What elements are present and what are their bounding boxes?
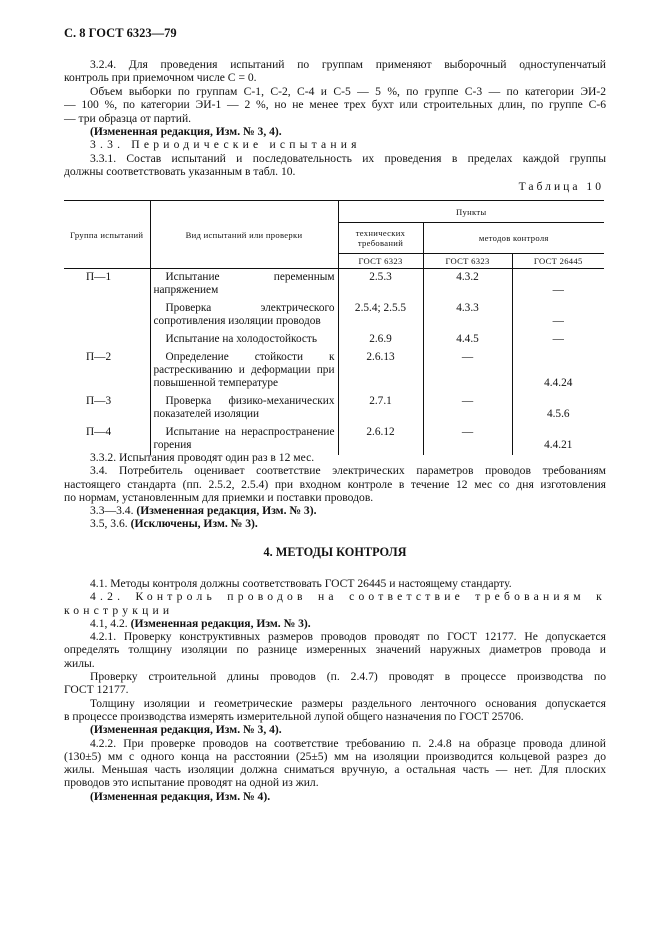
cell-text: Испытание на нераспространение горения xyxy=(153,426,335,451)
line: 3.2.4. Для проведения испытаний по группам применяют выборочный одноступенчатый xyxy=(90,58,606,71)
header-gost: ГОСТ 6323 xyxy=(338,254,423,269)
cell-text: Испытание переменным напряжением xyxy=(153,271,335,296)
gost-6323-cell: — xyxy=(423,349,512,393)
cell-text: Определение стойкости к растрескиванию и деформации при повышенной температуре xyxy=(153,351,335,389)
group-cell: П—1 xyxy=(64,269,150,301)
header-gost: ГОСТ 6323 xyxy=(423,254,512,269)
tech-req-cell: 2.6.12 xyxy=(338,424,423,455)
cell-text: Проверка физико-механических показателей изоляции xyxy=(153,395,335,420)
test-type-cell xyxy=(150,349,338,393)
note-bold: (Измененная редакция, Изм. № 3). xyxy=(136,504,317,518)
gost-6323-cell: — xyxy=(423,424,512,455)
gost-6323-cell: 4.4.5 xyxy=(423,331,512,349)
group-cell xyxy=(64,331,150,349)
paragraph-sample-volume xyxy=(64,85,606,125)
table-row xyxy=(64,393,604,424)
line: жилы. xyxy=(64,656,95,670)
edition-note: (Измененная редакция, Изм. № 4). xyxy=(90,789,271,803)
line: должны соответствовать указанным в табл. 10. xyxy=(64,164,296,178)
line: ГОСТ 12177. xyxy=(64,683,129,697)
cell-text: Проверка электрического сопротивления изоляции проводов xyxy=(153,302,335,327)
tech-req-cell: 2.5.4; 2.5.5 xyxy=(338,300,423,331)
section-3-3-title: 3.3. Периодические испытания xyxy=(90,138,361,152)
header-gost: ГОСТ 26445 xyxy=(512,254,604,269)
line: конструкции xyxy=(64,603,174,617)
tech-req-cell: 2.6.13 xyxy=(338,349,423,393)
line: по нормам, установленным для приемки и поставки проводов. xyxy=(64,490,374,504)
gost-6323-cell: 4.3.3 xyxy=(423,300,512,331)
table-row xyxy=(64,349,604,393)
header-tech: технических требований xyxy=(338,223,423,254)
edition-note: (Измененная редакция, Изм. № 3, 4). xyxy=(90,125,282,138)
gost-26445-cell: — xyxy=(552,333,564,345)
clause-number: 3.3—3.4. xyxy=(90,504,134,518)
note-bold: (Измененная редакция, Изм. № 3). xyxy=(130,616,311,630)
line: проводов это испытание проводят на одной из жил. xyxy=(64,776,319,790)
paragraph-4-1: 4.1. Методы контроля должны соответствовать ГОСТ 26445 и настоящему стандарту. xyxy=(90,577,512,590)
line: определять толщину изоляции по разнице измеренных значений наружных диаметров провода и xyxy=(64,643,606,657)
header-type: Вид испытаний или проверки xyxy=(150,201,338,269)
gost-26445-cell: 4.4.21 xyxy=(544,439,573,451)
line: Проверку строительной длины проводов (п. 2.4.7) проводят в процессе производства по xyxy=(90,670,606,684)
group-cell: П—3 xyxy=(64,393,150,424)
edition-note xyxy=(64,617,606,630)
tech-req-cell: 2.7.1 xyxy=(338,393,423,424)
header-group: Группа испытаний xyxy=(64,201,150,269)
header-methods: методов контроля xyxy=(423,223,604,254)
gost-26445-cell: 4.4.24 xyxy=(544,377,573,389)
paragraph-3-2-4 xyxy=(64,58,606,85)
tech-req-cell: 2.5.3 xyxy=(338,269,423,301)
line: 4.2.1. Проверку конструктивных размеров проводов проводят по ГОСТ 12177. Не допускается xyxy=(90,630,606,644)
gost-6323-cell: 4.3.2 xyxy=(423,269,512,301)
table-10 xyxy=(64,200,604,455)
tech-req-cell: 2.6.9 xyxy=(338,331,423,349)
clause-number: 3.5, 3.6. xyxy=(90,517,128,531)
gost-26445-cell: — xyxy=(552,284,564,296)
page-header: С. 8 ГОСТ 6323—79 xyxy=(64,26,177,40)
table-row xyxy=(64,300,604,331)
line: — 100 %, по категории ЭИ-1 — 2 %, но не менее трех бухт или строительных длин, по группе С-6 xyxy=(64,98,606,112)
table-caption: Таблица 10 xyxy=(518,180,604,193)
line: контроль при приемочном числе С = 0. xyxy=(64,71,257,85)
table-row xyxy=(64,269,604,301)
test-type-cell xyxy=(150,331,338,349)
test-type-cell xyxy=(150,300,338,331)
excluded-note xyxy=(64,517,606,530)
edition-note: (Измененная редакция, Изм. № 3, 4). xyxy=(90,723,282,737)
line: Объем выборки по группам С-1, С-2, С-4 и С-5 — 5 %, по группе С-3 — по категории ЭИ-2 xyxy=(90,85,606,98)
test-type-cell xyxy=(150,269,338,301)
line: настоящего стандарта (пп. 2.5.2, 2.5.4) при входном контроле в течение 12 мес со дня изготовления xyxy=(64,477,606,491)
section-4-heading: 4. МЕТОДЫ КОНТРОЛЯ xyxy=(263,545,407,559)
line: 4.2. Контроль проводов на соответствие требованиям к xyxy=(90,590,606,604)
line: 3.3.1. Состав испытаний и последовательность их проведения в пределах каждой группы xyxy=(90,151,606,165)
paragraph-3-3-2: 3.3.2. Испытания проводят один раз в 12 мес. xyxy=(90,451,315,464)
gost-26445-cell: — xyxy=(552,315,564,327)
note-bold: (Исключены, Изм. № 3). xyxy=(130,517,258,531)
line: в процессе производства измерять измерительной лупой общего назначения по ГОСТ 25706. xyxy=(64,709,524,723)
gost-6323-cell: — xyxy=(423,393,512,424)
gost-26445-cell: 4.5.6 xyxy=(546,408,570,420)
line: — три образца от партий. xyxy=(64,111,192,125)
group-cell xyxy=(64,300,150,331)
header-points: Пункты xyxy=(338,201,604,223)
line: (130±5) мм с одного конца на расстоянии (25±5) мм на изоляции производится кольцевой разрез до xyxy=(64,749,606,763)
group-cell: П—4 xyxy=(64,424,150,455)
clause-number: 4.1, 4.2. xyxy=(90,616,128,630)
table-row xyxy=(64,331,604,349)
line: Толщину изоляции и геометрические размеры раздельного ленточного основания допускается xyxy=(90,696,606,710)
group-cell: П—2 xyxy=(64,349,150,393)
line: жилы. Меньшая часть изоляции должна сниматься вручную, а остальная часть — нет. Для плоских xyxy=(64,763,606,777)
cell-text: Испытание на холодостойкость xyxy=(165,333,318,345)
test-type-cell xyxy=(150,393,338,424)
line: 4.2.2. При проверке проводов на соответствие требованию п. 2.4.8 на образце провода длиной xyxy=(90,736,606,750)
line: 3.4. Потребитель оценивает соответствие электрических параметров проводов требованиям xyxy=(90,464,606,478)
edition-note xyxy=(64,504,606,517)
